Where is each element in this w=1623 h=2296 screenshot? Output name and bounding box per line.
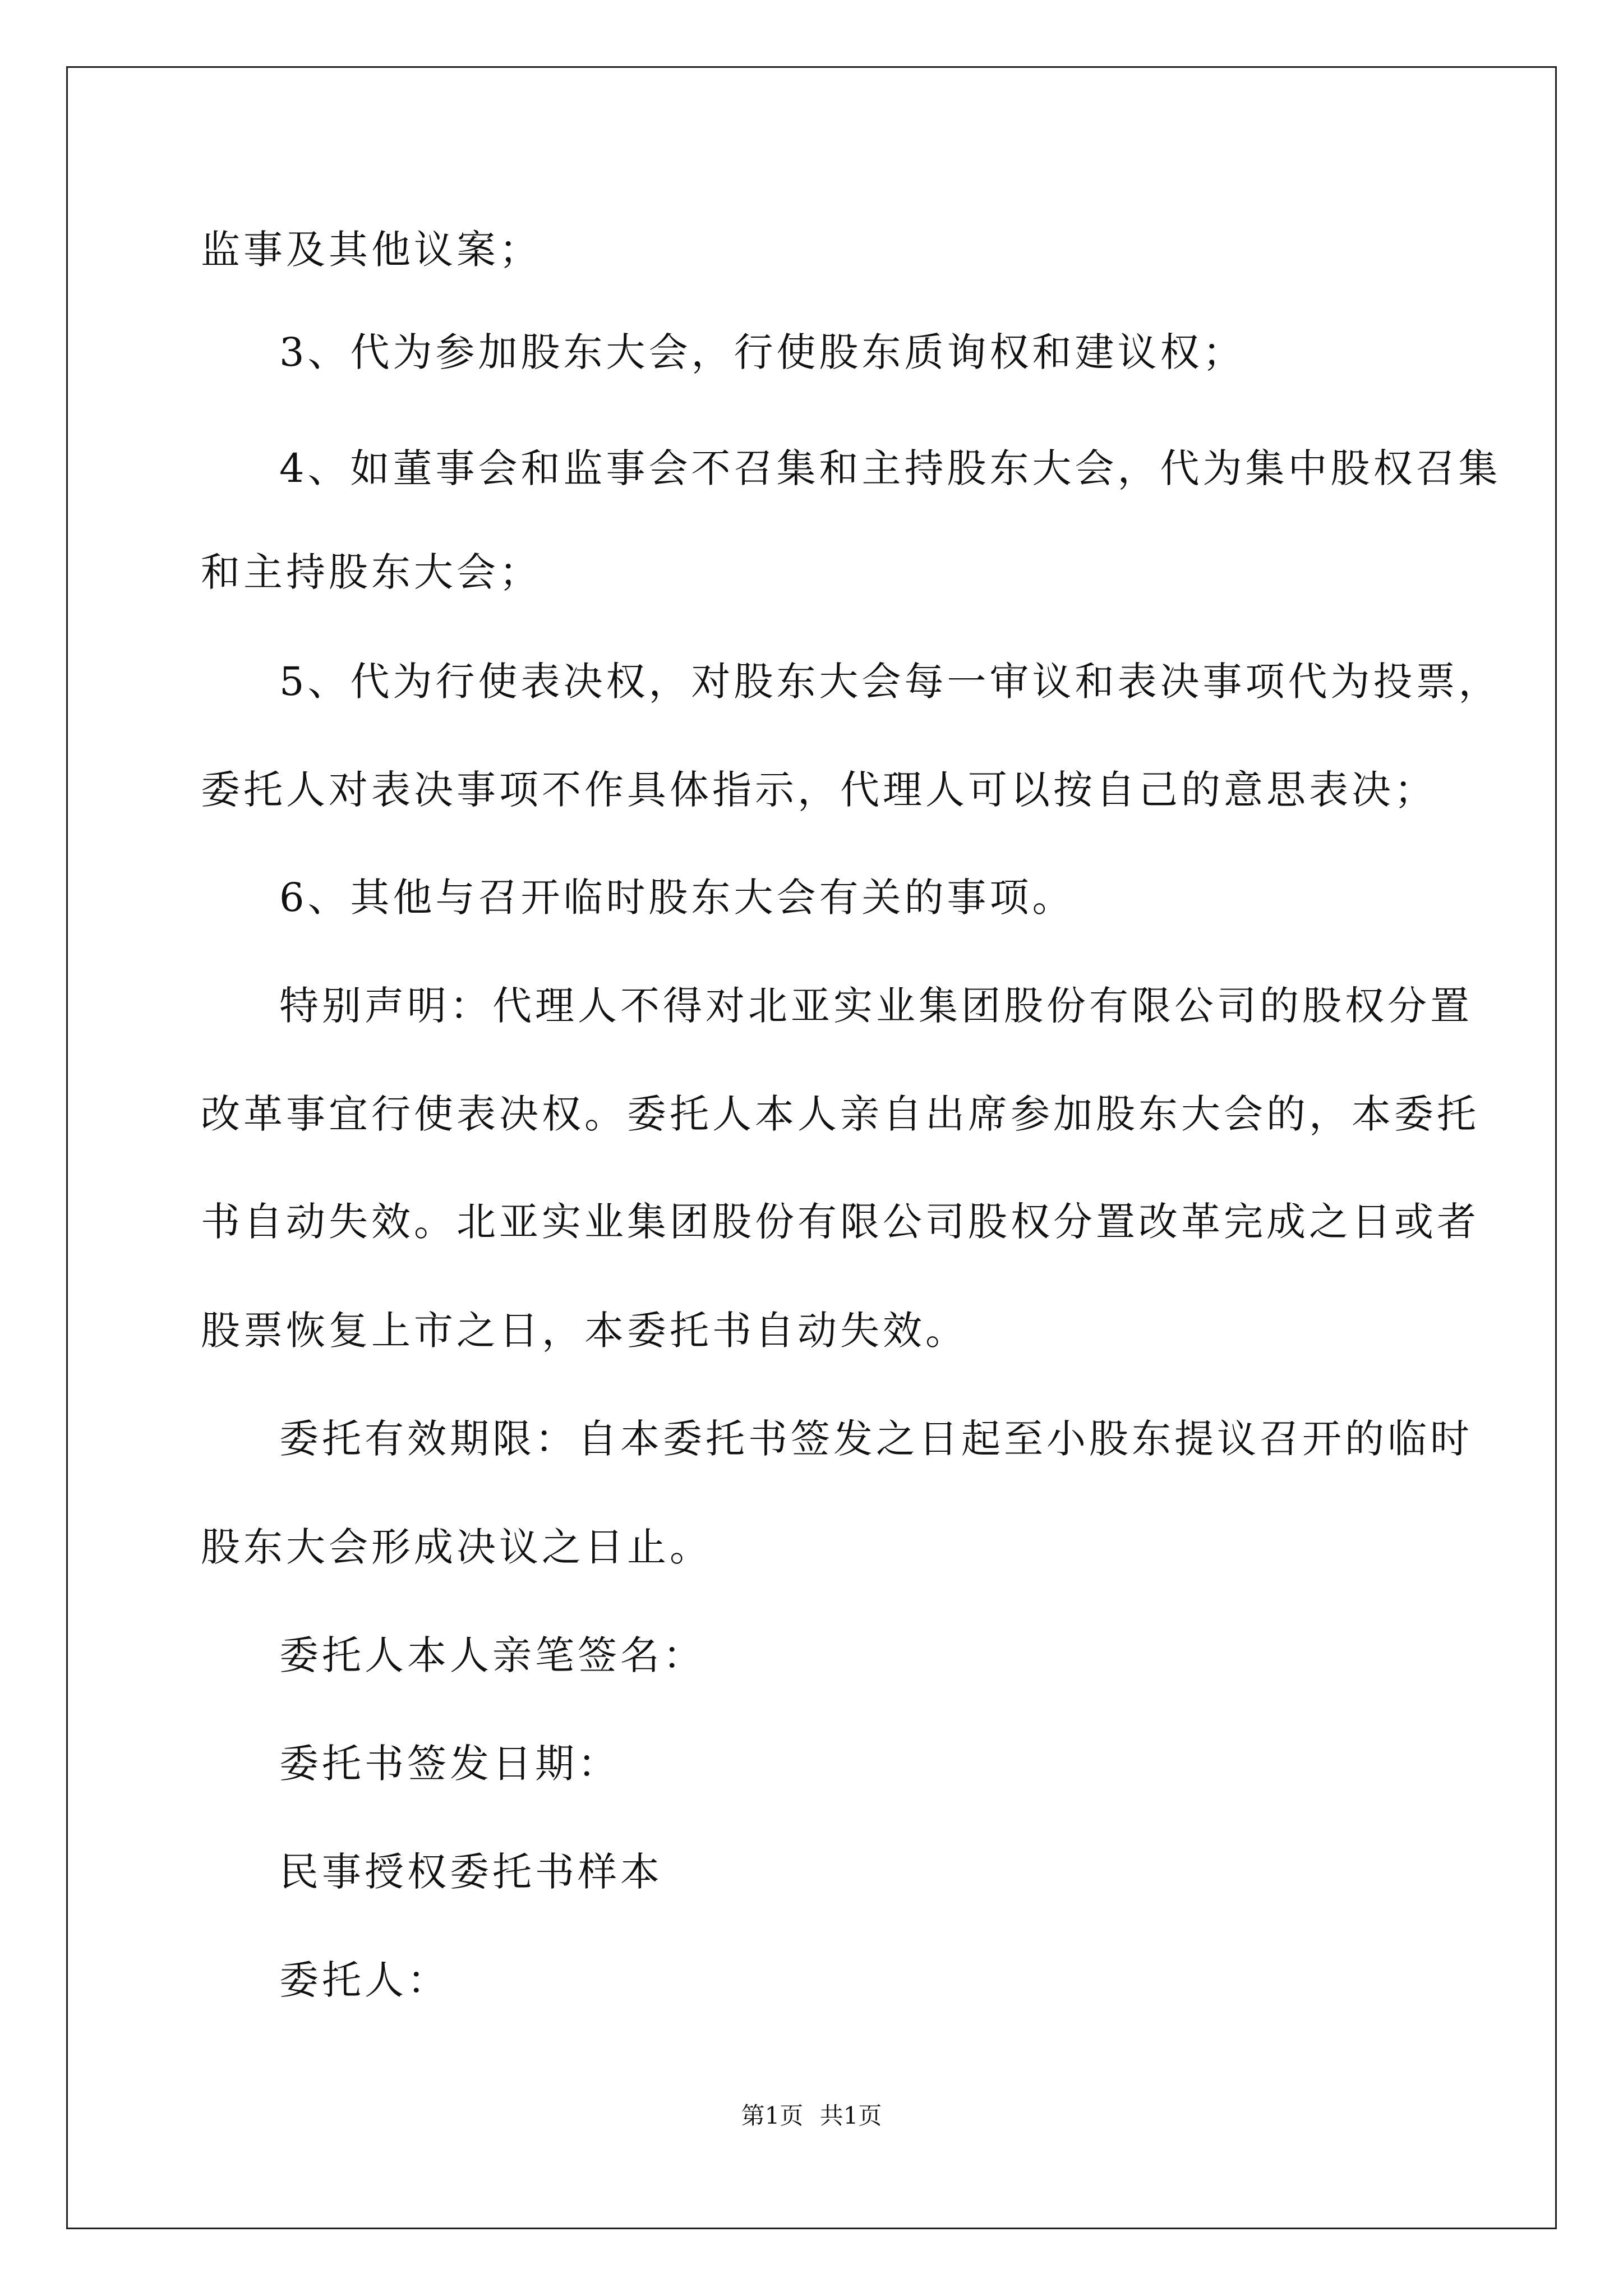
- text-line: 股东大会形成决议之日止。: [201, 1524, 712, 1570]
- text-line: 和主持股东大会；: [201, 549, 542, 595]
- text-line: 委托人对表决事项不作具体指示，代理人可以按自己的意思表决；: [201, 767, 1437, 813]
- text-line: 改革事宜行使表决权。委托人本人亲自出席参加股东大会的，本委托: [201, 1091, 1479, 1137]
- text-line: 4、如董事会和监事会不召集和主持股东大会，代为集中股权召集: [279, 445, 1501, 491]
- text-line: 3、代为参加股东大会，行使股东质询权和建议权；: [279, 329, 1246, 375]
- text-line: 6、其他与召开临时股东大会有关的事项。: [279, 875, 1075, 921]
- page-total: 共1页: [819, 2102, 882, 2129]
- text-line: 书自动失效。北亚实业集团股份有限公司股权分置改革完成之日或者: [201, 1199, 1479, 1245]
- text-line: 特别声明：代理人不得对北亚实业集团股份有限公司的股权分置: [279, 983, 1473, 1029]
- text-line: 5、代为行使表决权，对股东大会每一审议和表决事项代为投票，: [279, 659, 1501, 705]
- text-line: 民事授权委托书样本: [279, 1849, 663, 1895]
- text-line: 监事及其他议案；: [201, 227, 542, 273]
- text-line: 委托有效期限：自本委托书签发之日起至小股东提议召开的临时: [279, 1416, 1473, 1462]
- page-border: [66, 66, 1557, 2229]
- text-line: 委托人：: [279, 1957, 450, 2003]
- text-line: 委托人本人亲笔签名：: [279, 1632, 706, 1678]
- page-footer: [0, 2099, 1623, 2133]
- page-number: 第1页: [741, 2102, 804, 2129]
- text-line: 股票恢复上市之日，本委托书自动失效。: [201, 1308, 968, 1354]
- text-line: 委托书签发日期：: [279, 1741, 620, 1787]
